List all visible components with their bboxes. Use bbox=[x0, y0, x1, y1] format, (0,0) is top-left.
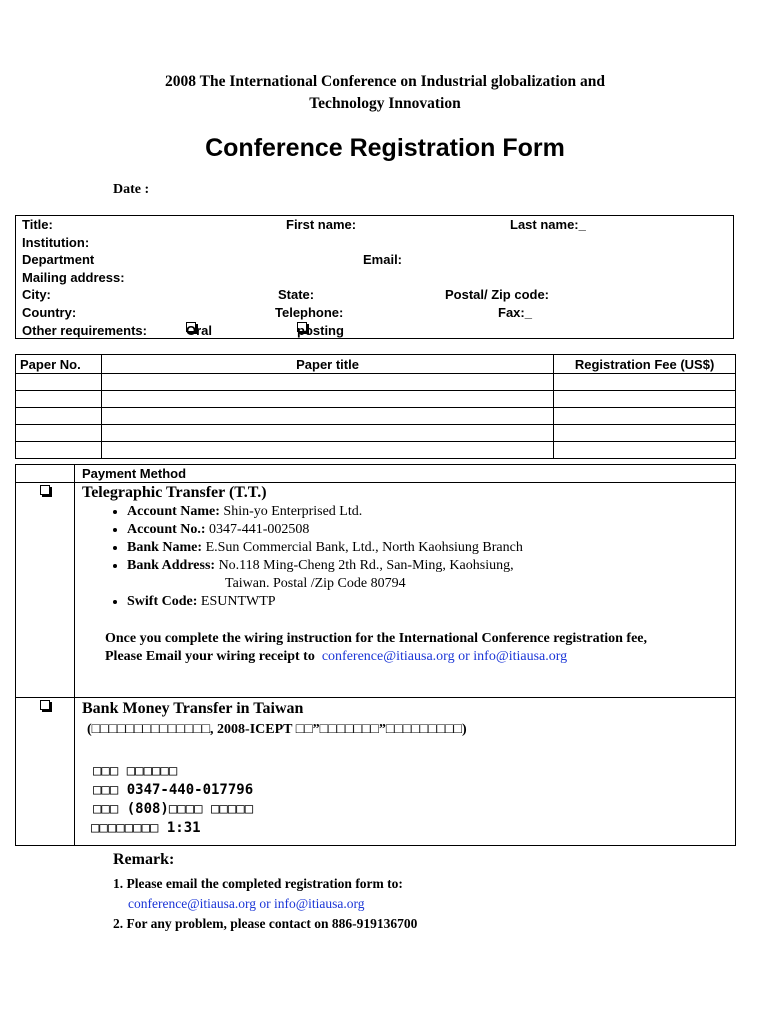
bank-address-label: Bank Address: bbox=[127, 558, 216, 573]
remark-item-2: 2. For any problem, please contact on 886-919136700 bbox=[113, 916, 418, 931]
wiring-instruction-note bbox=[105, 630, 647, 666]
registrant-info-box bbox=[15, 215, 734, 339]
paper-title-cell[interactable] bbox=[101, 425, 553, 442]
info-row-name bbox=[16, 216, 733, 234]
conference-title bbox=[0, 71, 770, 115]
fax-field[interactable]: Fax:_ bbox=[498, 305, 532, 320]
paper-no-cell[interactable] bbox=[16, 391, 102, 408]
state-field[interactable]: State: bbox=[278, 287, 315, 303]
email-or-text: or bbox=[458, 649, 470, 664]
fee-cell[interactable] bbox=[554, 374, 736, 391]
table-row bbox=[16, 442, 736, 459]
bank-money-transfer-title: Bank Money Transfer in Taiwan bbox=[82, 700, 304, 717]
mailing-address-field[interactable]: Mailing address: bbox=[22, 269, 125, 285]
paper-no-cell[interactable] bbox=[16, 374, 102, 391]
list-item bbox=[127, 503, 523, 521]
info-row-department bbox=[16, 251, 733, 269]
fee-cell[interactable] bbox=[554, 391, 736, 408]
institution-field[interactable]: Institution: bbox=[22, 234, 90, 250]
date-label: Date : bbox=[113, 182, 150, 197]
telegraphic-checkbox[interactable] bbox=[40, 485, 50, 495]
posting-label: posting bbox=[297, 322, 344, 338]
first-name-field[interactable]: First name: bbox=[286, 217, 357, 232]
paper-title-cell[interactable] bbox=[101, 442, 553, 459]
info-row-other bbox=[16, 322, 733, 340]
fee-cell[interactable] bbox=[554, 442, 736, 459]
paper-table bbox=[15, 354, 736, 459]
remark-emails bbox=[113, 894, 417, 914]
paper-title-header: Paper title bbox=[101, 355, 553, 374]
bank-address-value-2: Taiwan. Postal /Zip Code 80794 bbox=[225, 576, 406, 591]
paper-title-cell[interactable] bbox=[101, 408, 553, 425]
postal-field[interactable]: Postal/ Zip code: bbox=[445, 287, 550, 303]
other-requirements-label: Other requirements: bbox=[22, 322, 147, 338]
info-row-city bbox=[16, 286, 733, 304]
swift-code-value: ESUNTWTP bbox=[200, 594, 276, 609]
bank-transfer-details bbox=[93, 762, 253, 838]
bank-name-label: Bank Name: bbox=[127, 540, 203, 555]
form-title: Conference Registration Form bbox=[205, 134, 565, 162]
payment-column-divider bbox=[74, 465, 75, 845]
wiring-note-text: Please Email your wiring receipt to bbox=[105, 649, 315, 664]
fee-cell[interactable] bbox=[554, 408, 736, 425]
paper-no-cell[interactable] bbox=[16, 442, 102, 459]
bank-transfer-checkbox[interactable] bbox=[40, 700, 50, 710]
list-item bbox=[127, 521, 523, 539]
conference-title-line1: 2008 The International Conference on Industrial globalization and bbox=[165, 73, 605, 90]
account-details-list bbox=[82, 503, 523, 611]
list-item bbox=[127, 593, 523, 611]
paper-no-header: Paper No. bbox=[16, 355, 102, 374]
remark-list bbox=[113, 874, 417, 934]
list-item bbox=[127, 539, 523, 557]
account-name-label: Account Name: bbox=[127, 504, 220, 519]
payment-section-divider bbox=[16, 697, 735, 698]
oral-label: Oral bbox=[186, 322, 213, 338]
table-row bbox=[16, 408, 736, 425]
telegraphic-transfer-title: Telegraphic Transfer (T.T.) bbox=[82, 484, 267, 501]
list-item bbox=[127, 557, 523, 593]
wiring-note-line2 bbox=[105, 648, 647, 666]
conference-title-line2: Technology Innovation bbox=[309, 95, 461, 112]
remark-or-text: or bbox=[259, 896, 271, 911]
bank-transfer-note: (□□□□□□□□□□□□□□, 2008-ICEPT □□”□□□□□□□”□□□□□□□□□) bbox=[87, 722, 467, 737]
table-row bbox=[16, 425, 736, 442]
bank-detail-line2: □□□ 0347-440-017796 bbox=[93, 782, 254, 798]
conference-email-link[interactable]: conference@itiausa.org bbox=[321, 649, 455, 664]
remark-info-email-link[interactable]: info@itiausa.org bbox=[274, 896, 365, 911]
swift-code-label: Swift Code: bbox=[127, 594, 198, 609]
fee-cell[interactable] bbox=[554, 425, 736, 442]
bank-name-value: E.Sun Commercial Bank, Ltd., North Kaohsiung Branch bbox=[205, 540, 523, 555]
table-row bbox=[16, 374, 736, 391]
account-no-value: 0347-441-002508 bbox=[209, 522, 310, 537]
telephone-field[interactable]: Telephone: bbox=[275, 305, 344, 320]
remark-title: Remark: bbox=[113, 851, 175, 868]
account-no-label: Account No.: bbox=[127, 522, 206, 537]
city-field[interactable]: City: bbox=[22, 287, 51, 303]
paper-title-cell[interactable] bbox=[101, 374, 553, 391]
bank-detail-line1: □□□ □□□□□□ bbox=[93, 763, 178, 779]
info-email-link[interactable]: info@itiausa.org bbox=[473, 649, 568, 664]
info-row-country bbox=[16, 304, 733, 322]
info-row-address bbox=[16, 269, 733, 287]
paper-title-cell[interactable] bbox=[101, 391, 553, 408]
paper-no-cell[interactable] bbox=[16, 408, 102, 425]
bank-detail-line4: □□□□□□□□ 1:31 bbox=[91, 820, 201, 836]
bank-detail-line3: □□□ (808)□□□□ □□□□□ bbox=[93, 801, 254, 817]
remark-conference-email-link[interactable]: conference@itiausa.org bbox=[128, 896, 256, 911]
payment-header-divider bbox=[16, 482, 735, 483]
registration-fee-header: Registration Fee (US$) bbox=[554, 355, 736, 374]
info-row-institution bbox=[16, 234, 733, 252]
remark-item-1: 1. Please email the completed registration form to: bbox=[113, 876, 403, 891]
payment-method-header: Payment Method bbox=[82, 466, 187, 481]
department-field[interactable]: Department bbox=[22, 252, 95, 268]
last-name-field[interactable]: Last name:_ bbox=[510, 217, 586, 232]
wiring-note-line1: Once you complete the wiring instruction for the International Conference registration fee, bbox=[105, 631, 648, 646]
bank-address-value: No.118 Ming-Cheng 2th Rd., San-Ming, Kaohsiung, bbox=[218, 558, 514, 573]
email-field[interactable]: Email: bbox=[363, 252, 403, 268]
country-field[interactable]: Country: bbox=[22, 305, 77, 320]
paper-table-header bbox=[16, 355, 736, 374]
account-name-value: Shin-yo Enterprised Ltd. bbox=[223, 504, 363, 519]
table-row bbox=[16, 391, 736, 408]
title-field[interactable]: Title: bbox=[22, 217, 53, 232]
paper-no-cell[interactable] bbox=[16, 425, 102, 442]
